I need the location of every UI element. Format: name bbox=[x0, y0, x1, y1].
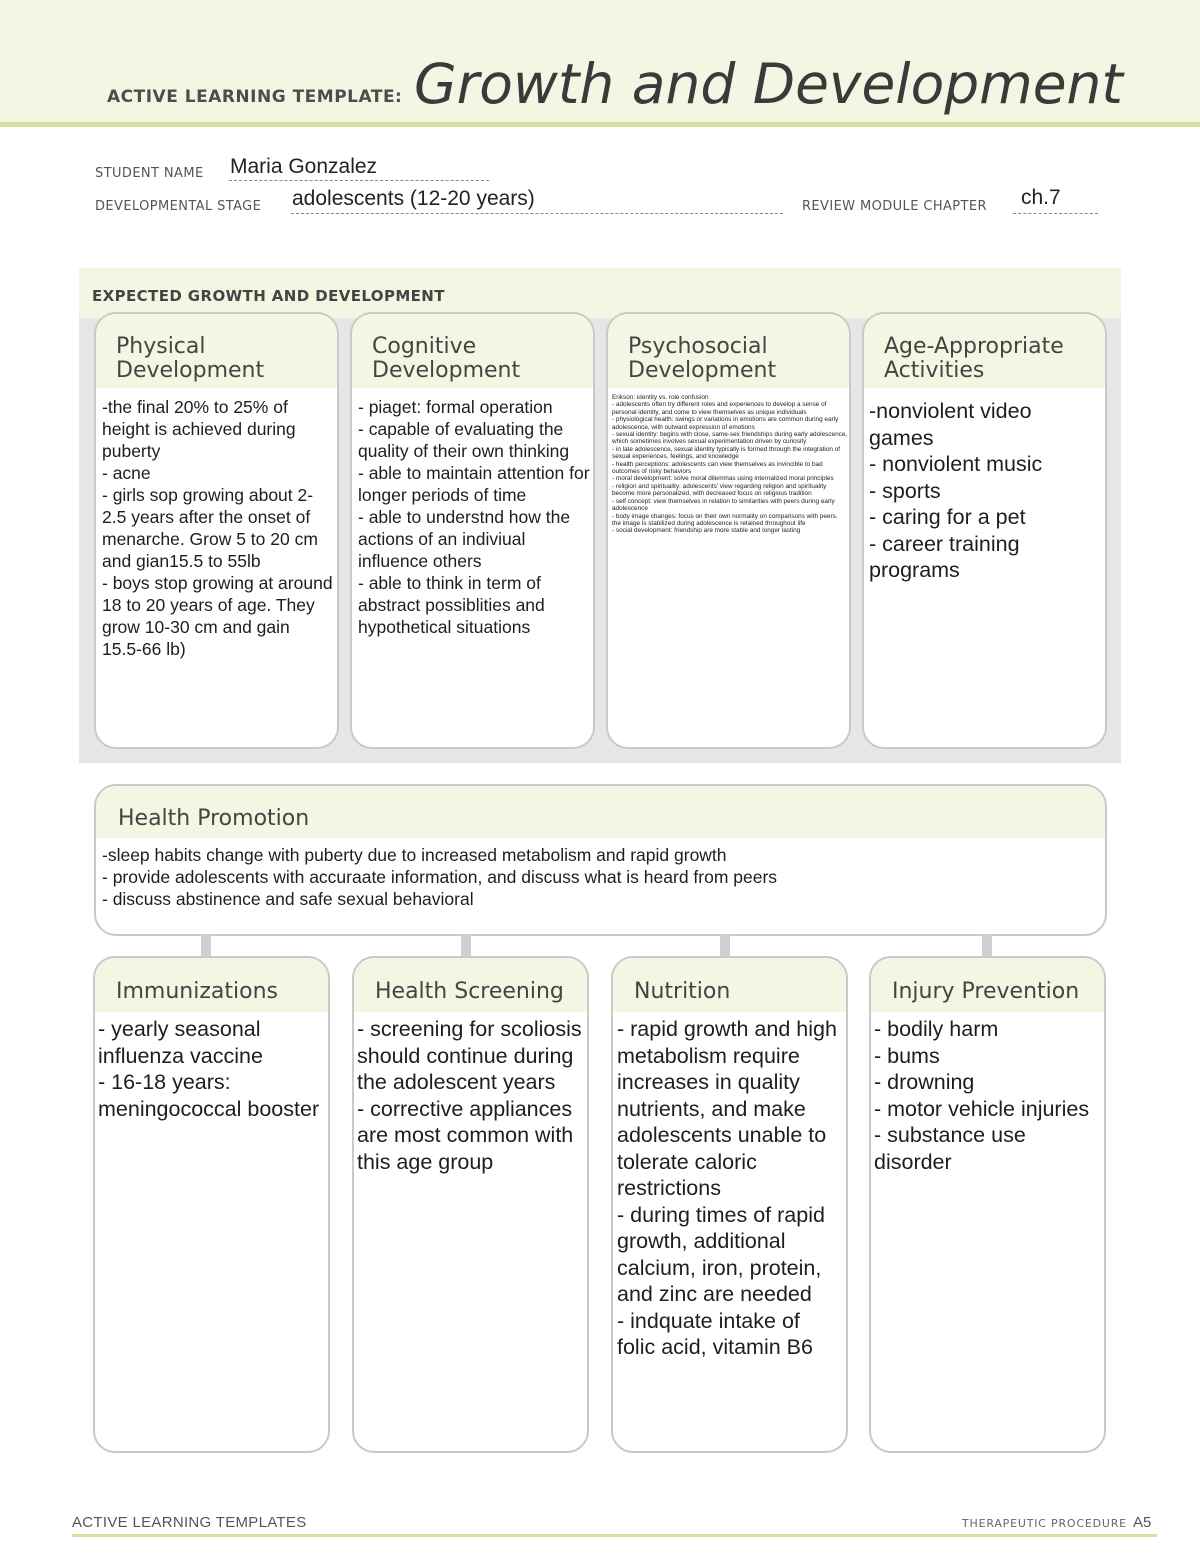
psychosocial-development-card bbox=[606, 312, 851, 749]
expected-growth-title: EXPECTED GROWTH AND DEVELOPMENT bbox=[92, 287, 445, 305]
connector bbox=[461, 934, 471, 958]
health-screening-text[interactable]: - screening for scoliosis should continue during the adolescent years - corrective appliances are most common with this age group bbox=[357, 1017, 582, 1174]
nutrition-title: Nutrition bbox=[634, 979, 731, 1004]
template-label: ACTIVE LEARNING TEMPLATE: bbox=[107, 87, 403, 107]
developmental-stage-field[interactable]: adolescents (12-20 years) bbox=[292, 187, 535, 210]
cognitive-development-title: Cognitive Development bbox=[372, 334, 521, 383]
psychosocial-development-text[interactable]: Erikson: identity vs. role confusion - adolescents often try different roles and experiences to develop a sense of personal identity, and come to view themselves as unique individuals - physiological health: swings or variations in emotions are common during early adolescence, with outward expression of emotions - sexual identity: begins with close, same-sex friendships during early adolescence, which sometimes involves sexual experimentation driven by curiosity - in late adolescence, sexual identity typically is formed through the integration of sexual experiences, feelings, and knowledge - health perceptions: adolescents can view themselves as invincible to bad outcomes of risky behaviors - moral development: solve moral dilemmas using internalized moral principles - religion and spirituality: adolescents' view regarding religion and spirituality become more personalized, with decreased focus on religious tradition - self concept: view themselves in relation to similarities with peers during early adolescence - body image changes: focus on their own normality on comparisons with peers. the image is stabilized during adolescence is retained throughout life - social development: friendship are more stable and longer lasting bbox=[612, 394, 848, 535]
developmental-stage-label: DEVELOPMENTAL STAGE bbox=[95, 199, 262, 214]
cognitive-development-text[interactable]: - piaget: formal operation - capable of evaluating the quality of their own thinking - able to maintain attention for longer periods of time - able to understnd how the actions of an indiviual influence others - able to think in term of abstract possiblities and hypothetical situations bbox=[358, 397, 590, 637]
immunizations-text[interactable]: - yearly seasonal influenza vaccine - 16-18 years: meningococcal booster bbox=[98, 1017, 320, 1121]
footer-right: THERAPEUTIC PROCEDURE bbox=[962, 1517, 1127, 1530]
physical-development-text[interactable]: -the final 20% to 25% of height is achieved during puberty - acne - girls sop growing about 2-2.5 years after the onset of menarche. Grow 5 to 20 cm and gian15.5 to 55lb - boys stop growing at around 18 to 20 years of age. They grow 10-30 cm and gain 15.5-66 lb) bbox=[102, 397, 333, 659]
injury-prevention-text[interactable]: - bodily harm - bums - drowning - motor vehicle injuries - substance use disorder bbox=[874, 1017, 1090, 1174]
student-name-label: STUDENT NAME bbox=[95, 166, 204, 181]
nutrition-card bbox=[611, 956, 848, 1453]
immunizations-title: Immunizations bbox=[116, 979, 278, 1004]
student-name-field[interactable]: Maria Gonzalez bbox=[230, 155, 378, 178]
health-screening-title: Health Screening bbox=[375, 979, 564, 1004]
health-promotion-card bbox=[94, 784, 1107, 936]
review-chapter-field[interactable]: ch.7 bbox=[1021, 186, 1061, 209]
connector bbox=[982, 934, 992, 958]
immunizations-card bbox=[93, 956, 330, 1453]
health-promotion-text[interactable]: -sleep habits change with puberty due to increased metabolism and rapid growth - provide adolescents with accuraate information, and discuss what is heard from peers - discuss abstinence and safe sexual behavioral bbox=[102, 845, 778, 909]
health-screening-card bbox=[352, 956, 589, 1453]
footer-left: ACTIVE LEARNING TEMPLATES bbox=[72, 1514, 307, 1531]
template-title: Growth and Development bbox=[414, 52, 1123, 116]
header-rule bbox=[0, 122, 1200, 127]
connector bbox=[201, 934, 211, 958]
nutrition-text[interactable]: - rapid growth and high metabolism require increases in quality nutrients, and make adolescents unable to tolerate caloric restrictions - during times of rapid growth, additional calcium, iron, protein, and zinc are needed - indquate intake of folic acid, vitamin B6 bbox=[617, 1017, 837, 1359]
psychosocial-development-title: Psychosocial Development bbox=[628, 334, 777, 383]
age-appropriate-activities-card bbox=[862, 312, 1107, 749]
page-number: A5 bbox=[1133, 1514, 1152, 1531]
physical-development-title: Physical Development bbox=[116, 334, 265, 383]
cognitive-development-card bbox=[350, 312, 595, 749]
injury-prevention-title: Injury Prevention bbox=[892, 979, 1080, 1004]
connector bbox=[720, 934, 730, 958]
physical-development-card bbox=[94, 312, 339, 749]
injury-prevention-card bbox=[869, 956, 1106, 1453]
footer-rule bbox=[72, 1534, 1157, 1537]
review-chapter-label: REVIEW MODULE CHAPTER bbox=[802, 199, 987, 214]
health-promotion-title: Health Promotion bbox=[118, 806, 310, 831]
developmental-stage-line bbox=[291, 213, 783, 214]
student-name-line bbox=[229, 180, 489, 181]
age-appropriate-activities-title: Age-Appropriate Activities bbox=[884, 334, 1064, 383]
age-appropriate-activities-text[interactable]: -nonviolent video games - nonviolent music - sports - caring for a pet - career training programs bbox=[869, 399, 1043, 582]
review-chapter-line bbox=[1013, 213, 1098, 214]
